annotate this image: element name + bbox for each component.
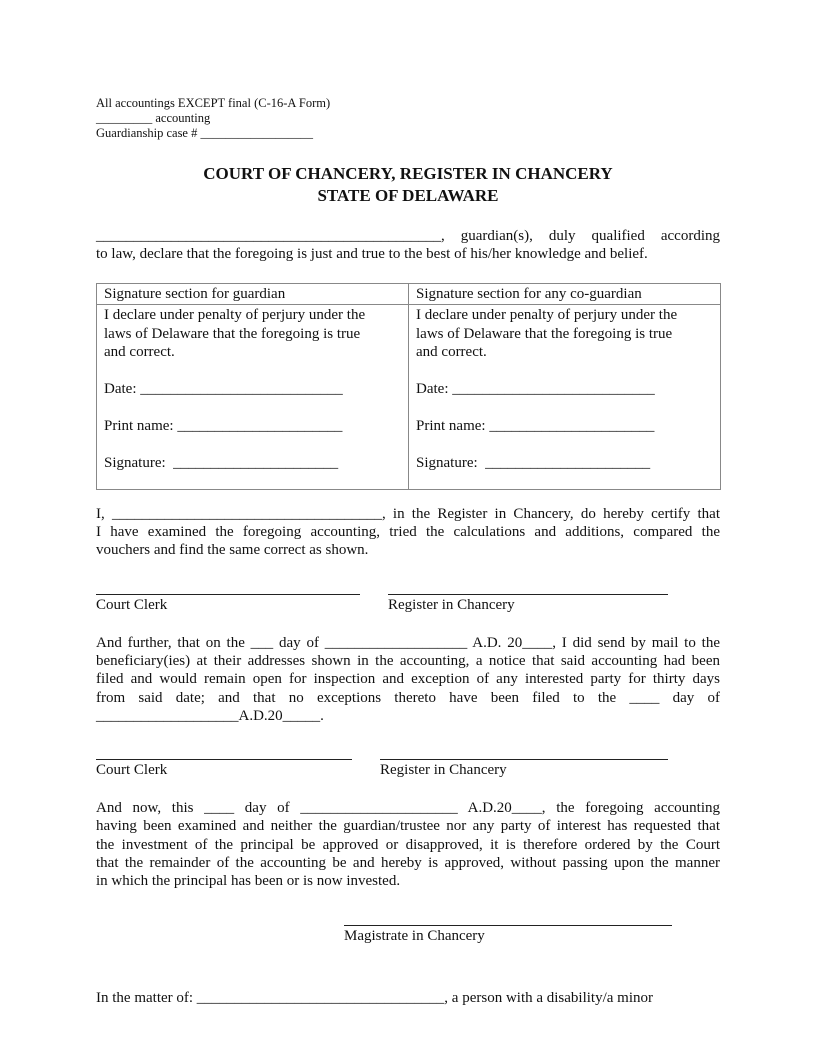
co-guardian-print-name-field[interactable]: Print name: ______________________: [416, 417, 655, 434]
certify-line: I, ____________________________________, in the Register in Chancery, do hereby certify that: [96, 506, 720, 522]
state-title: STATE OF DELAWARE: [317, 186, 499, 205]
guardian-date-field[interactable]: Date: ___________________________: [104, 381, 343, 398]
approval-line: in which the principal has been or is now invested.: [96, 873, 401, 889]
co-guardian-header: Signature section for any co-guardian: [409, 284, 721, 305]
perjury-text: and correct.: [104, 344, 175, 361]
court-clerk-label: Court Clerk: [96, 597, 168, 613]
accounting-type-line: _________ accounting: [96, 111, 211, 125]
register-signature-line[interactable]: [388, 594, 668, 595]
approval-line: the investment of the principal be approved or disapproved, it is therefore ordered by the Court: [96, 837, 720, 853]
signature-table: [96, 283, 721, 490]
register-label: Register in Chancery: [388, 597, 515, 613]
form-type-line: All accountings EXCEPT final (C-16-A Form): [96, 96, 331, 110]
perjury-text: I declare under penalty of perjury under the: [104, 307, 366, 324]
magistrate-label: Magistrate in Chancery: [344, 928, 485, 944]
court-clerk-signature-line[interactable]: [96, 594, 360, 595]
guardian-header: Signature section for guardian: [97, 284, 409, 305]
guardian-print-name-field[interactable]: Print name: ______________________: [104, 417, 343, 434]
perjury-text: laws of Delaware that the foregoing is true: [416, 325, 673, 342]
co-guardian-date-field[interactable]: Date: ___________________________: [416, 381, 655, 398]
perjury-text: and correct.: [416, 344, 487, 361]
certify-line: vouchers and find the same correct as shown.: [96, 542, 369, 558]
guardian-signature-field[interactable]: Signature: ______________________: [104, 454, 339, 471]
co-guardian-signature-field[interactable]: Signature: ______________________: [416, 454, 651, 471]
matter-line: In the matter of: _________________________________, a person with a disability/a minor: [96, 990, 654, 1006]
co-guardian-signature-section: [409, 305, 721, 490]
magistrate-signature-line[interactable]: [344, 925, 672, 926]
approval-line: having been examined and neither the guardian/trustee nor any party of interest has requested that: [96, 818, 720, 834]
court-clerk-label: Court Clerk: [96, 762, 168, 778]
guardian-signature-section: [97, 305, 409, 490]
declaration-line: ______________________________________________, guardian(s), duly qualified according: [96, 228, 720, 244]
certify-line: I have examined the foregoing accounting, tried the calculations and additions, compared the: [96, 524, 720, 540]
further-line: ___________________A.D.20_____.: [96, 708, 324, 724]
further-line: And further, that on the ___ day of ___________________ A.D. 20____, I did send by mail to the: [96, 635, 720, 651]
further-line: filed and would remain open for inspection and exception of any interested party for thirty days: [96, 671, 720, 687]
perjury-text: I declare under penalty of perjury under the: [416, 307, 678, 324]
register-label: Register in Chancery: [380, 762, 507, 778]
court-title: COURT OF CHANCERY, REGISTER IN CHANCERY: [203, 164, 613, 183]
further-line: from said date; and that no exceptions thereto have been filed to the ____ day of: [96, 690, 720, 706]
register-signature-line[interactable]: [380, 759, 668, 760]
approval-line: that the remainder of the accounting be and hereby is approved, without passing upon the manner: [96, 855, 720, 871]
perjury-text: laws of Delaware that the foregoing is true: [104, 325, 361, 342]
approval-line: And now, this ____ day of _____________________ A.D.20____, the foregoing accounting: [96, 800, 720, 816]
further-line: beneficiary(ies) at their addresses shown in the accounting, a notice that said accounting had been: [96, 653, 720, 669]
court-clerk-signature-line[interactable]: [96, 759, 352, 760]
declaration-line: to law, declare that the foregoing is just and true to the best of his/her knowledge and belief.: [96, 246, 648, 262]
case-number-line: Guardianship case # __________________: [96, 126, 313, 140]
